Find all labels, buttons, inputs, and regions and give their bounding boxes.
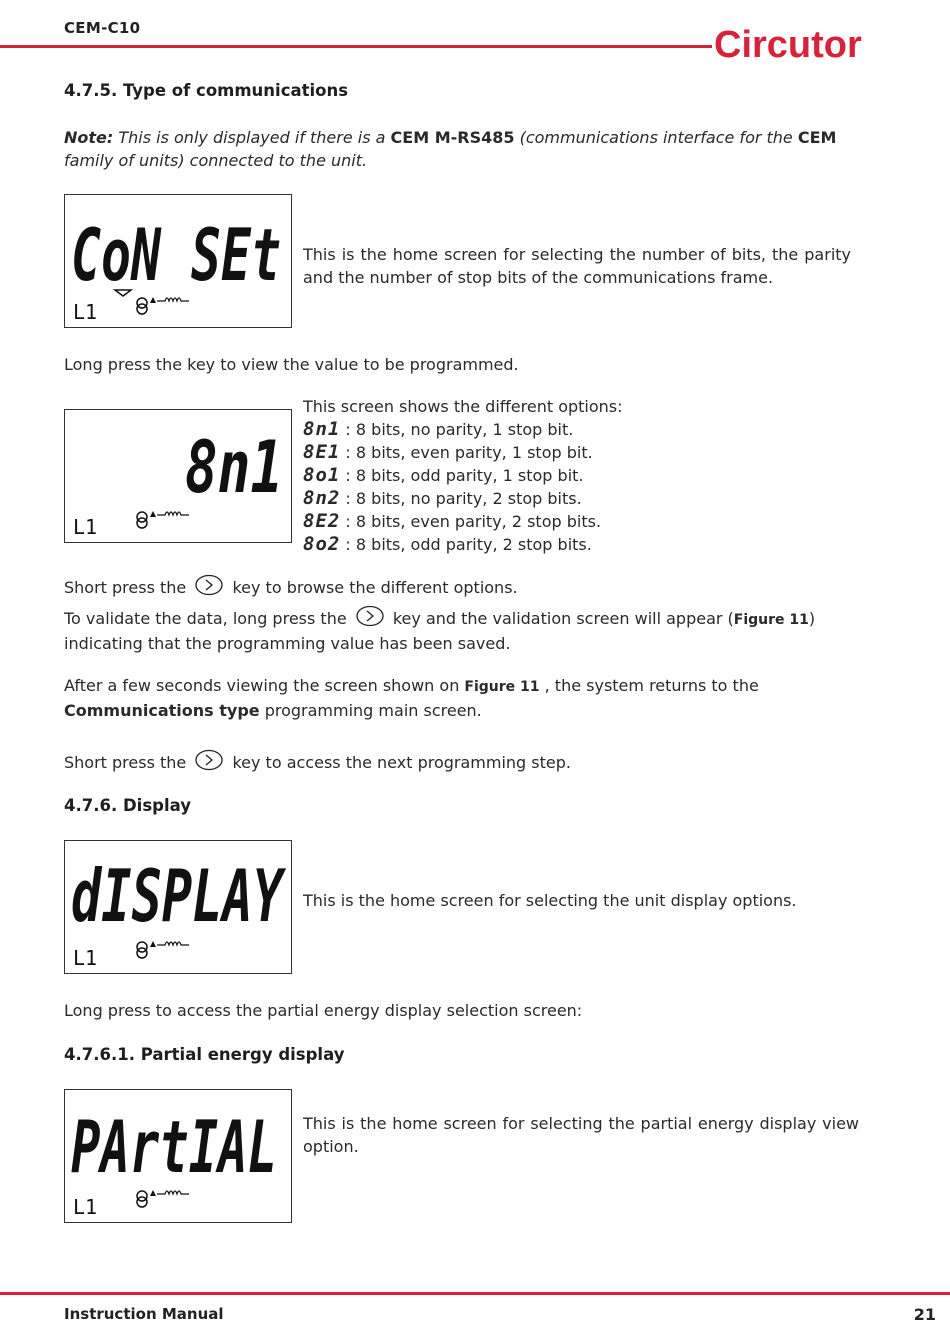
long-press-paragraph: Long press the key to view the value to be programmed. (64, 355, 519, 374)
validate-text-a: To validate the data, long press the (64, 609, 347, 628)
validate-text-c: ) indicating that the programming value has been saved. (64, 609, 816, 653)
next-key-icon (355, 605, 385, 627)
transformer-icon (137, 941, 189, 958)
option-code: 8E2 (303, 510, 341, 532)
lcd-display-display (64, 840, 292, 974)
short-press-text-b: key to browse the different options. (232, 578, 518, 597)
lcd-screen (65, 410, 291, 542)
after-text-a: After a few seconds viewing the screen shown on (64, 676, 465, 695)
lcd-screen (65, 841, 291, 973)
lcd-display-con-set (64, 194, 292, 328)
lcd-screen (65, 195, 291, 327)
short-press-text-b: key to access the next programming step. (232, 753, 571, 772)
partial-description: This is the home screen for selecting the partial energy display view option. (303, 1114, 859, 1156)
note-text-3: family of units) connected to the unit. (64, 151, 368, 170)
note-text-1: This is only displayed if there is a (113, 128, 391, 147)
lcd-screen (65, 1090, 291, 1222)
option-desc: : 8 bits, even parity, 2 stop bits. (345, 512, 602, 531)
option-item (303, 464, 863, 487)
lcd-display-partial (64, 1089, 292, 1223)
option-desc: : 8 bits, even parity, 1 stop bit. (345, 443, 593, 462)
option-item (303, 533, 863, 556)
validate-text-b: key and the validation screen will appear ( (392, 609, 734, 628)
logo-text: Circutor (714, 24, 862, 64)
section-heading-4-7-5: 4.7.5. Type of communications (64, 81, 349, 100)
page-number: 21 (913, 1305, 936, 1324)
options-block (303, 395, 863, 556)
option-code: 8n1 (303, 418, 341, 440)
lcd1-description: This is the home screen for selecting the number of bits, the parity and the number of stop bits of the communications frame. (303, 245, 851, 287)
option-item (303, 510, 863, 533)
lcd-display-8n1 (64, 409, 292, 543)
lcd-main-text: PArtIAL (71, 1105, 277, 1189)
options-intro: This screen shows the different options: (303, 397, 623, 416)
note-text-2: (communications interface for the (514, 128, 798, 147)
lcd-phase: L1 (73, 300, 98, 324)
lcd-main-text: CoN SEt (71, 213, 281, 297)
option-desc: : 8 bits, odd parity, 1 stop bit. (345, 466, 584, 485)
option-desc: : 8 bits, no parity, 1 stop bit. (345, 420, 574, 439)
note-bold-2: CEM (797, 128, 837, 147)
note-bold-1: CEM M-RS485 (390, 128, 515, 147)
option-code: 8o1 (303, 464, 341, 486)
after-text-b: , the system returns to the (539, 676, 759, 695)
short-press-paragraph-2 (64, 749, 864, 774)
short-press-text-a: Short press the (64, 578, 187, 597)
short-press-paragraph-1 (64, 574, 864, 599)
option-desc: : 8 bits, no parity, 2 stop bits. (345, 489, 582, 508)
header-rule (0, 45, 712, 48)
footer-manual-label: Instruction Manual (64, 1305, 224, 1323)
after-paragraph (64, 674, 864, 722)
transformer-icon (137, 511, 189, 528)
option-desc: : 8 bits, odd parity, 2 stop bits. (345, 535, 592, 554)
next-key-icon (194, 574, 224, 596)
lcd-phase: L1 (73, 946, 98, 970)
lcd-main-text: 8n1 (185, 425, 283, 509)
long-press-partial-paragraph: Long press to access the partial energy display selection screen: (64, 1001, 583, 1020)
option-code: 8E1 (303, 441, 341, 463)
next-key-icon (194, 749, 224, 771)
validate-paragraph (64, 605, 864, 655)
option-item (303, 487, 863, 510)
footer-rule (0, 1292, 950, 1295)
transformer-icon (137, 297, 189, 314)
circutor-logo (714, 22, 864, 64)
lcd-phase: L1 (73, 515, 98, 539)
note-paragraph (64, 126, 864, 172)
section-heading-4-7-6: 4.7.6. Display (64, 796, 192, 815)
display-description: This is the home screen for selecting the unit display options. (303, 891, 797, 910)
figure-reference: Figure 11 (464, 679, 540, 695)
lcd-main-text: dISPLAY (71, 854, 287, 938)
transformer-icon (137, 1190, 189, 1207)
document-title: CEM-C10 (64, 19, 141, 37)
short-press-text-a: Short press the (64, 753, 187, 772)
option-code: 8n2 (303, 487, 341, 509)
option-item (303, 441, 863, 464)
figure-reference: Figure 11 (733, 612, 809, 628)
after-bold: Communications type (64, 701, 260, 720)
option-code: 8o2 (303, 533, 341, 555)
option-item (303, 418, 863, 441)
after-text-c: programming main screen. (259, 701, 482, 720)
lcd-phase: L1 (73, 1195, 98, 1219)
section-heading-4-7-6-1: 4.7.6.1. Partial energy display (64, 1045, 345, 1064)
note-label: Note: (64, 128, 114, 147)
